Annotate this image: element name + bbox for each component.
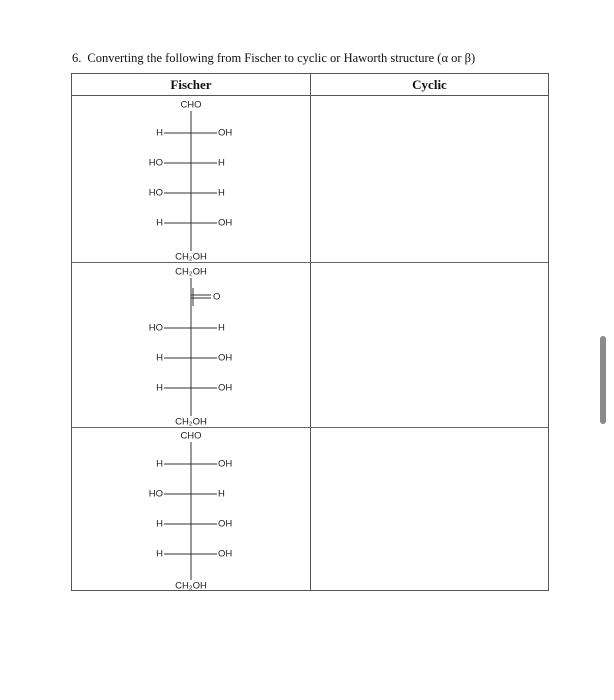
fischer-2-bottom-group: CH₂OH — [175, 416, 207, 428]
fischer-2-right-group-1: H — [218, 322, 225, 334]
question-text: Converting the following from Fischer to cyclic or Haworth structure (α or β) — [87, 51, 476, 65]
fischer-1-left-group-1: H — [156, 127, 163, 139]
fischer-2-top-group: CH₂OH — [175, 266, 207, 278]
cyclic-answer-cell-2[interactable] — [311, 263, 548, 427]
fischer-1-left-group-3: HO — [148, 187, 163, 199]
fischer-1-left-group-2: HO — [148, 157, 163, 169]
scrollbar-thumb[interactable] — [600, 336, 606, 424]
fischer-3-left-group-4: H — [156, 548, 163, 560]
fischer-1-right-group-1: OH — [218, 127, 233, 139]
fischer-3-top-group: CHO — [180, 430, 202, 442]
fischer-3-left-group-1: H — [156, 458, 163, 470]
question-prompt — [72, 51, 475, 66]
fischer-3-left-group-2: HO — [148, 488, 163, 500]
question-number: 6. — [72, 51, 82, 65]
fischer-2-right-group-3: OH — [218, 382, 233, 394]
fischer-projections — [72, 74, 310, 592]
fischer-3-right-group-3: OH — [218, 518, 233, 530]
worksheet-table — [71, 73, 549, 591]
fischer-1-right-group-3: H — [218, 187, 225, 199]
cyclic-answer-cell-1[interactable] — [311, 96, 548, 262]
fischer-3-left-group-3: H — [156, 518, 163, 530]
fischer-1-top-group: CHO — [180, 99, 202, 111]
fischer-3-right-group-2: H — [218, 488, 225, 500]
fischer-3-right-group-4: OH — [218, 548, 233, 560]
cyclic-answer-cell-3[interactable] — [311, 428, 548, 591]
fischer-2-carbonyl-oxygen: O — [213, 291, 221, 303]
fischer-2-left-group-2: H — [156, 352, 163, 364]
fischer-column-header: Fischer — [170, 77, 212, 92]
fischer-1-right-group-4: OH — [218, 217, 233, 229]
fischer-2-right-group-2: OH — [218, 352, 233, 364]
fischer-1-right-group-2: H — [218, 157, 225, 169]
cyclic-column-header: Cyclic — [412, 77, 447, 92]
fischer-3-right-group-1: OH — [218, 458, 233, 470]
fischer-3-bottom-group: CH₂OH — [175, 580, 207, 592]
fischer-2-left-group-1: HO — [148, 322, 163, 334]
fischer-2-left-group-3: H — [156, 382, 163, 394]
fischer-1-bottom-group: CH₂OH — [175, 251, 207, 263]
fischer-1-left-group-4: H — [156, 217, 163, 229]
